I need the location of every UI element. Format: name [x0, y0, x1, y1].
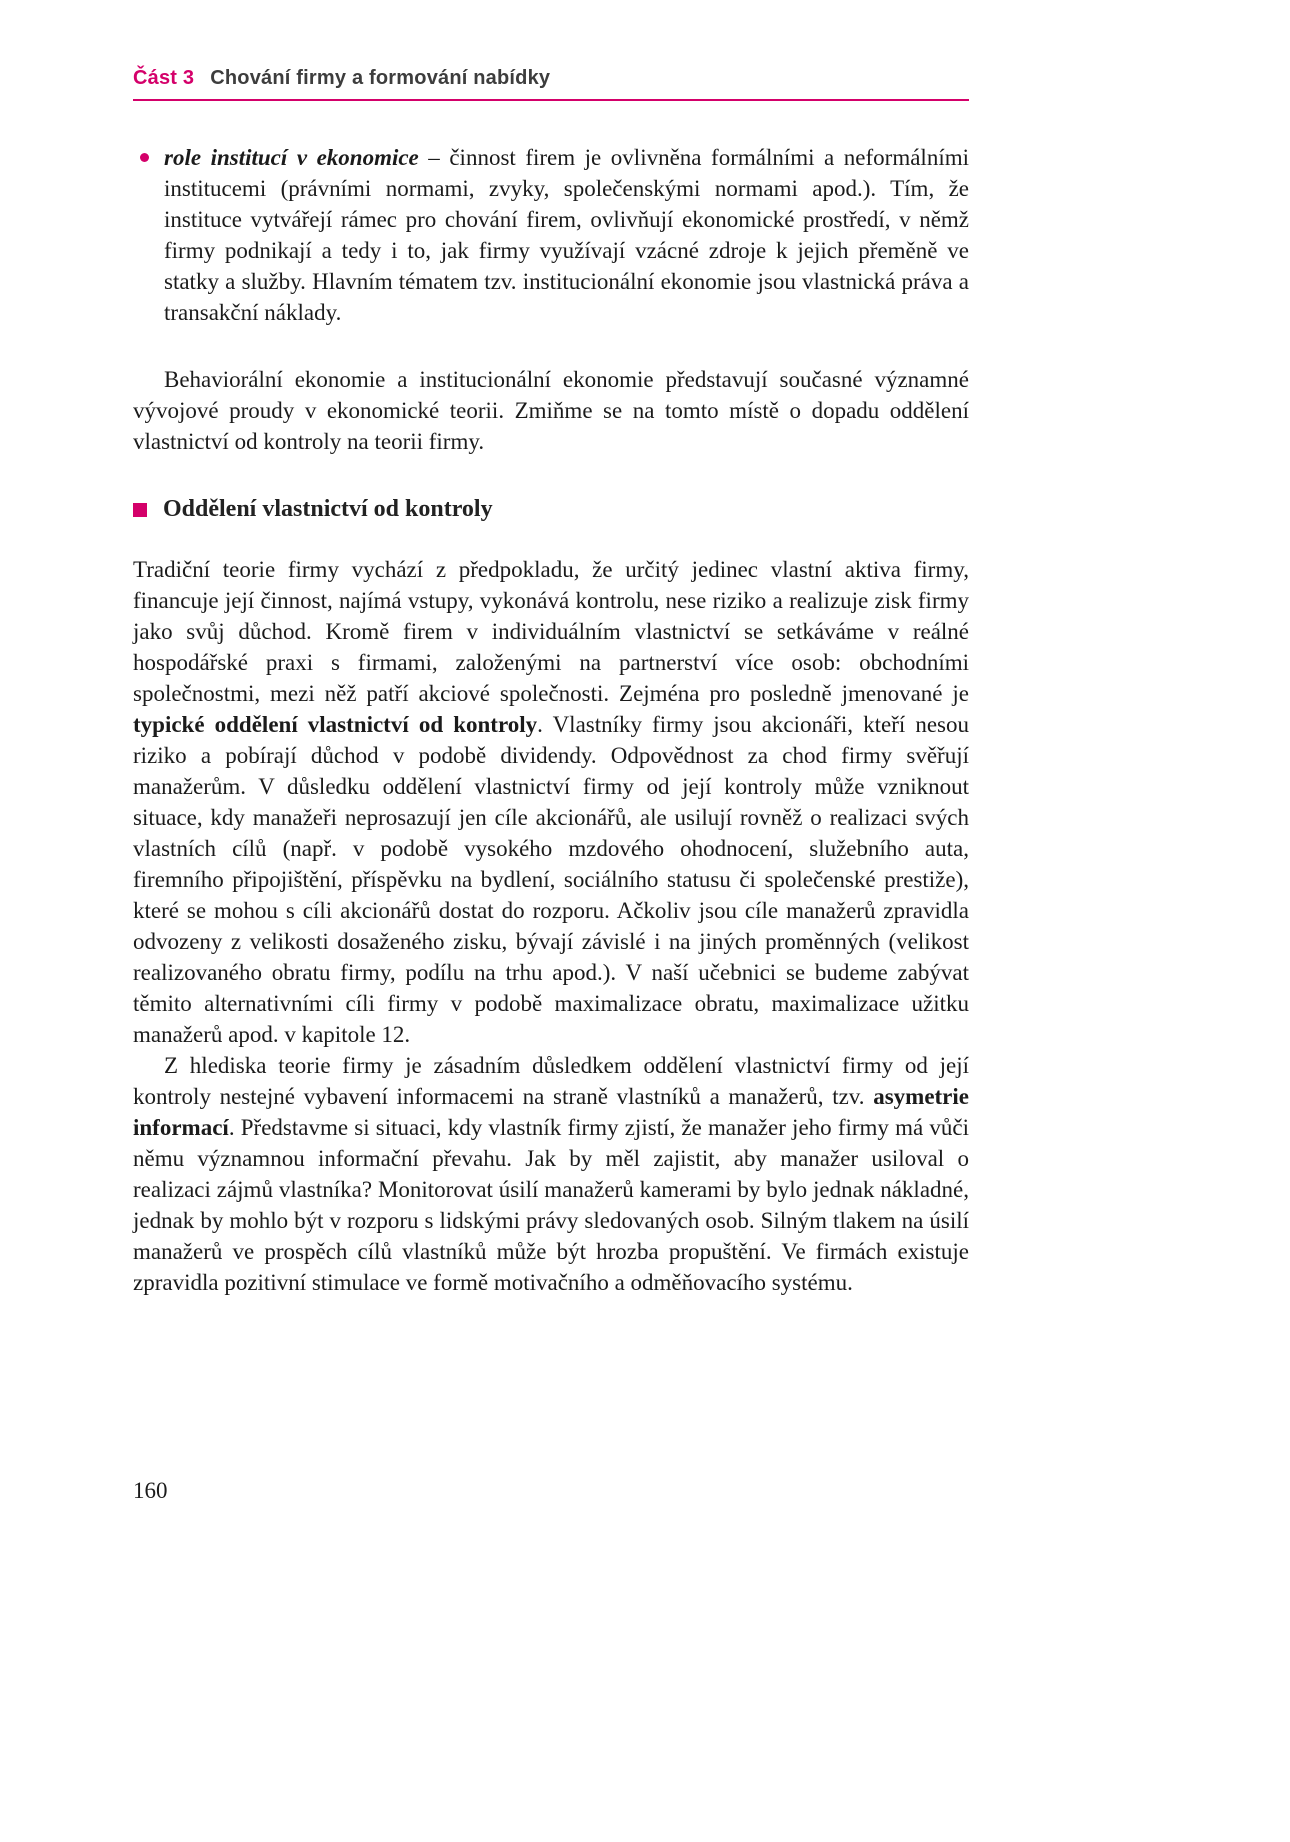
bullet-item-lead: role institucí v ekonomice [164, 145, 419, 170]
bullet-icon [140, 153, 149, 162]
p1-bold-phrase: typické oddělení vlastnictví od kontroly [133, 712, 538, 737]
p2-bold-phrase: asymetrie informací [133, 1084, 969, 1140]
bullet-list-item [133, 142, 969, 328]
body-paragraph-1 [133, 554, 969, 1050]
chapter-title: Chování firmy a formování nabídky [210, 67, 551, 89]
p1-text-before: Tradiční teorie firmy vychází z předpokladu, že určitý jedinec vlastní aktiva firmy, financuje její činnost, najímá vstupy, vykonává kontrolu, nese riziko a realizuje zisk firmy jako svůj důchod. Kromě firem v individuálním vlastnictví se setkáváme v reálné hospodářské praxi s firmami, založenými na partnerství více osob: obchodními společnostmi, mezi něž patří akciové společnosti. Zejména pro posledně jmenované je [133, 557, 969, 706]
p2-text-before: Z hlediska teorie firmy je zásadním důsledkem oddělení vlastnictví firmy od její kontroly nestejné vybavení informacemi na straně vlastníků a manažerů, tzv. [133, 1053, 969, 1109]
bullet-item-text [164, 142, 969, 328]
section-heading-text: Oddělení vlastnictví od kontroly [163, 496, 493, 522]
p1-text-after: . Vlastníky firmy jsou akcionáři, kteří nesou riziko a pobírají důchod v podobě dividendy. Odpovědnost za chod firmy svěřují manažerům. V důsledku oddělení vlastnictví firmy od její kontroly může vzniknout situace, kdy manažeři neprosazují jen cíle akcionářů, ale usilují rovněž o realizaci svých vlastních cílů (např. v podobě vysokého mzdového ohodnocení, služebního auta, firemního připojištění, příspěvku na bydlení, sociálního statusu či společenské prestiže), které se mohou s cíli akcionářů dostat do rozporu. Ačkoliv jsou cíle manažerů zpravidla odvozeny z velikosti dosaženého zisku, bývají závislé i na jiných proměnných (velikost realizovaného obratu firmy, podílu na trhu apod.). V naší učebnici se budeme zabývat těmito alternativními cíli firmy v podobě maximalizace obratu, maximalizace užitku manažerů apod. v kapitole 12. [133, 712, 970, 1047]
page-footer [133, 1478, 168, 1504]
page-header [133, 66, 969, 90]
part-label: Část 3 [133, 67, 195, 89]
bullet-item-rest: – činnost firem je ovlivněna formálními a neformálními institucemi (právními normami, zvyky, společenskými normami apod.). Tím, že instituce vytvářejí rámec pro chování firem, ovlivňují ekonomické prostředí, v němž firmy podnikají a tedy i to, jak firmy využívají vzácné zdroje k jejich přeměně ve statky a služby. Hlavním tématem tzv. institucionální ekonomie jsou vlastnická práva a transakční náklady. [164, 145, 969, 325]
section-heading [133, 494, 969, 524]
body-paragraph-2 [133, 1050, 969, 1298]
intro-paragraph: Behaviorální ekonomie a institucionální ekonomie představují současné významné vývojové proudy v ekonomické teorii. Zmiňme se na tomto místě o dopadu oddělení vlastnictví od kontroly na teorii firmy. [133, 367, 969, 454]
header-rule [133, 99, 969, 101]
p2-text-after: . Představme si situaci, kdy vlastník firmy zjistí, že manažer jeho firmy má vůči němu významnou informační převahu. Jak by měl zajistit, aby manažer usiloval o realizaci zájmů vlastníka? Monitorovat úsilí manažerů kamerami by bylo jednak nákladné, jednak by mohlo být v rozporu s lidskými právy sledovaných osob. Silným tlakem na úsilí manažerů ve prospěch cílů vlastníků může být hrozba propuštění. Ve firmách existuje zpravidla pozitivní stimulace ve formě motivačního a odměňovacího systému. [133, 1115, 969, 1295]
page-number: 160 [133, 1478, 168, 1503]
book-page-content [133, 66, 969, 1298]
square-bullet-icon [133, 503, 147, 517]
